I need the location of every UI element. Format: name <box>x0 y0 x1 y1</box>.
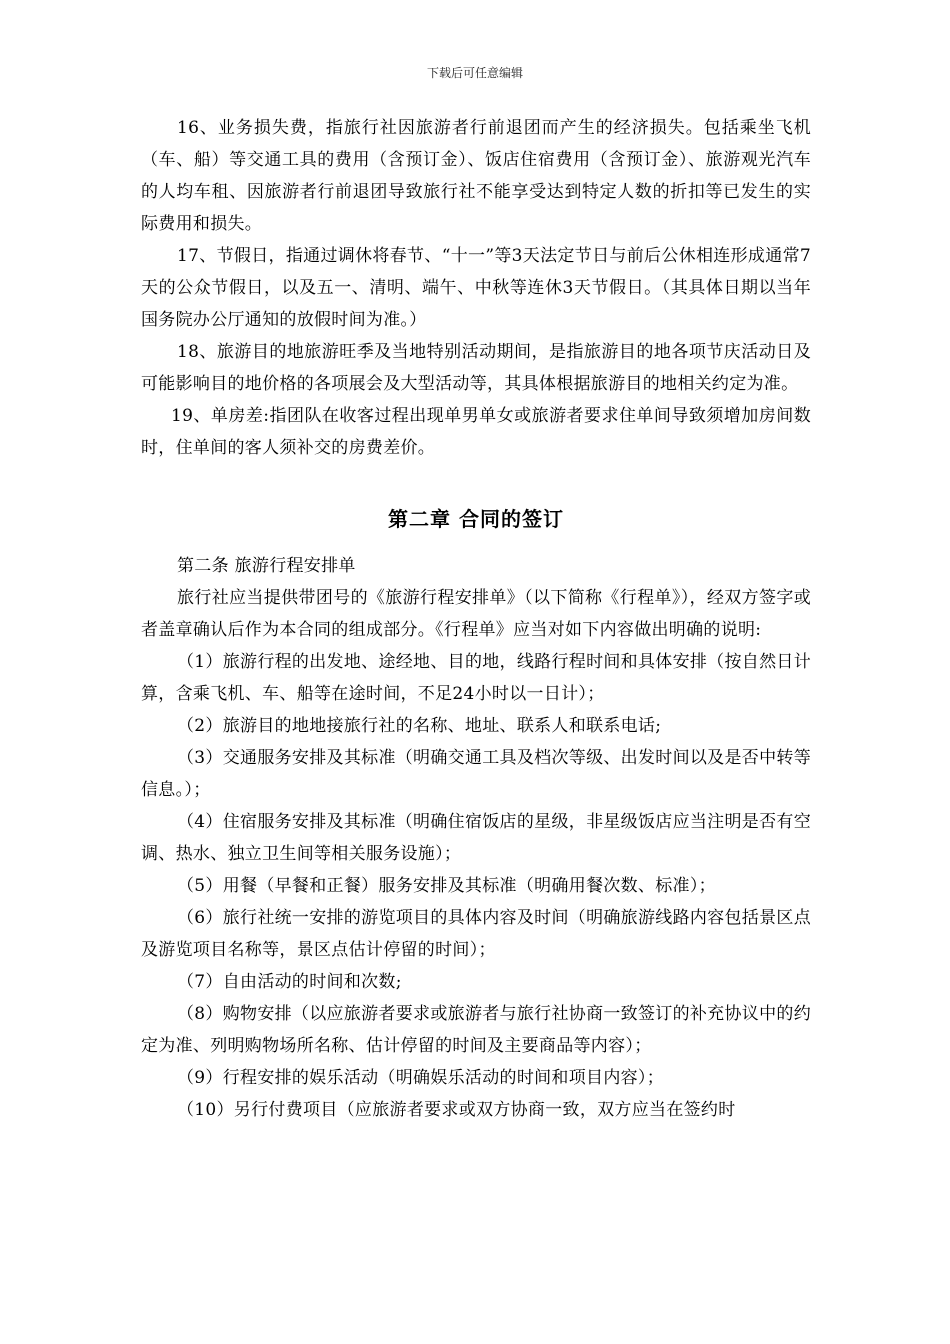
document-body <box>141 112 811 1126</box>
article-item-8: （8）购物安排（以应旅游者要求或旅游者与旅行社协商一致签订的补充协议中的约定为准、列明购物场所名称、估计停留的时间及主要商品等内容）； <box>141 1004 811 1056</box>
article-item-5: （5）用餐（早餐和正餐）服务安排及其标准（明确用餐次数、标准）； <box>177 876 716 896</box>
definition-16: 16、业务损失费，指旅行社因旅游者行前退团而产生的经济损失。包括乘坐飞机（车、船）等交通工具的费用（含预订金）、饭店住宿费用（含预订金）、旅游观光汽车的人均车租、因旅游者行前退团导致旅行社不能享受达到特定人数的折扣等已发生的实际费用和损失。 <box>141 118 811 234</box>
definition-19: 19、单房差:指团队在收客过程出现单男单女或旅游者要求住单间导致须增加房间数时，住单间的客人须补交的房费差价。 <box>141 406 811 458</box>
article-item-9: （9）行程安排的娱乐活动（明确娱乐活动的时间和项目内容）； <box>177 1068 665 1088</box>
article-item-3: （3）交通服务安排及其标准（明确交通工具及档次等级、出发时间以及是否中转等信息。）； <box>141 748 811 800</box>
chapter-title: 第二章 合同的签订 <box>388 507 564 531</box>
article-item-1: （1）旅游行程的出发地、途经地、目的地，线路行程时间和具体安排（按自然日计算，含乘飞机、车、船等在途时间，不足24小时以一日计）； <box>141 652 811 704</box>
article-item-4: （4）住宿服务安排及其标准（明确住宿饭店的星级，非星级饭店应当注明是否有空调、热水、独立卫生间等相关服务设施）； <box>141 812 811 864</box>
watermark-header: 下载后可任意编辑 <box>426 66 523 80</box>
article-item-2: （2）旅游目的地地接旅行社的名称、地址、联系人和联系电话; <box>177 716 662 736</box>
article-item-6: （6）旅行社统一安排的游览项目的具体内容及时间（明确旅游线路内容包括景区点及游览项目名称等，景区点估计停留的时间）； <box>141 908 811 960</box>
definition-17: 17、节假日，指通过调休将春节、“十一”等3天法定节日与前后公休相连形成通常7天的公众节假日，以及五一、清明、端午、中秋等连休3天节假日。（其具体日期以当年国务院办公厅通知的放假时间为准。） <box>141 246 811 330</box>
article-intro: 旅行社应当提供带团号的《旅游行程安排单》（以下简称《行程单》），经双方签字或者盖章确认后作为本合同的组成部分。《行程单》应当对如下内容做出明确的说明: <box>141 588 811 640</box>
definition-18: 18、旅游目的地旅游旺季及当地特别活动期间，是指旅游目的地各项节庆活动日及可能影响目的地价格的各项展会及大型活动等，其具体根据旅游目的地相关约定为准。 <box>141 342 811 394</box>
article-heading: 第二条 旅游行程安排单 <box>177 556 356 576</box>
article-item-10: （10）另行付费项目（应旅游者要求或双方协商一致，双方应当在签约时 <box>177 1100 736 1120</box>
article-item-7: （7）自由活动的时间和次数; <box>177 972 402 992</box>
